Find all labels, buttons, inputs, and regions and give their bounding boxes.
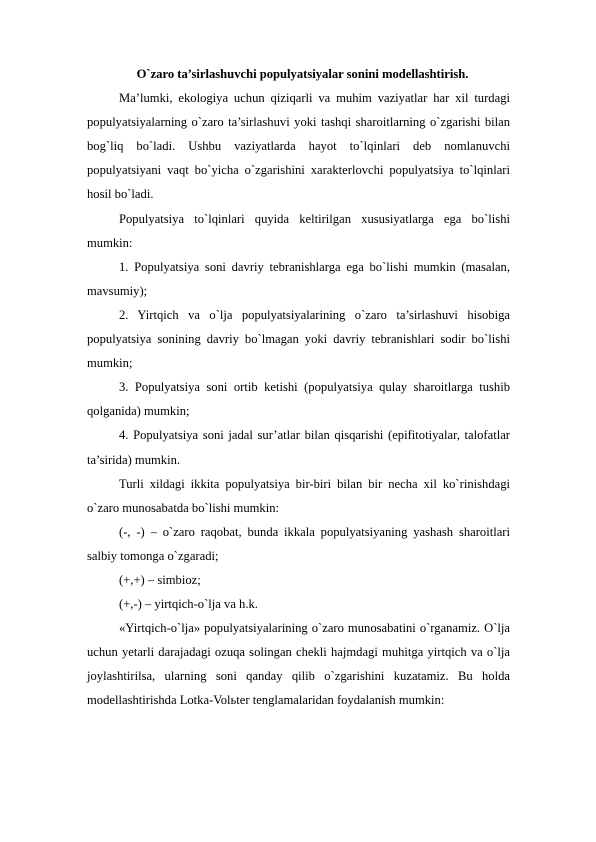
document-page [87,62,510,713]
list-item-1: 1. Populyatsiya soni davriy tebranishlarga ega bo`lishi mumkin (masalan, mavsumiy); [87,259,510,298]
paragraph-predator-prey: «Yirtqich-o`lja» populyatsiyalarining o`zaro munosabatini o`rganamiz. O`lja uchun yetarli darajadagi ozuqa solingan chekli hajmdagi muhitga yirtqich va o`lja joylashtirilsa, ularning soni qanday qilib o`zgarishini kuzatamiz. Bu holda modellashtirishda Lotka-Volьter tenglamalaridan foydalanish mumkin: [87,621,510,708]
list-item-2: 2. Yirtqich va o`lja populyatsiyalarining o`zaro ta’sirlashuvi hisobiga populyatsiya sonining davriy bo`lmagan yoki davriy tebranishlari sodir bo`lishi mumkin; [87,307,510,371]
list-item-4: 4. Populyatsiya soni jadal sur’atlar bilan qisqarishi (epifitotiyalar, talofatlar ta’sirida) mumkin. [87,428,510,467]
list-item-3: 3. Populyatsiya soni ortib ketishi (populyatsiya qulay sharoitlarga tushib qolganida) mumkin; [87,380,510,419]
relation-predator-prey: (+,-) – yirtqich-o`lja va h.k. [119,597,258,612]
relation-symbiosis: (+,+) – simbioz; [119,572,201,587]
paragraph-intro: Ma’lumki, ekologiya uchun qiziqarli va muhim vaziyatlar har xil turdagi populyatsiyalarning o`zaro ta’sirlashuvi yoki tashqi sharoitlarning o`zgarishi bilan bog`liq bo`ladi. Ushbu vaziyatlarda hayot to`lqinlari deb nomlanuvchi populyatsiyani vaqt bo`yicha o`zgarishini xarakterlovchi populyatsiya to`lqinlari hosil bo`ladi. [87,91,510,202]
relation-competition: (-, -) – o`zaro raqobat, bunda ikkala populyatsiyaning yashash sharoitlari salbiy tomonga o`zgaradi; [87,524,510,563]
paragraph-relations-lead: Turli xildagi ikkita populyatsiya bir-biri bilan bir necha xil ko`rinishdagi o`zaro munosabatda bo`lishi mumkin: [87,476,510,515]
document-title: O`zaro ta’sirlashuvchi populyatsiyalar sonini modellashtirish. [136,67,469,81]
paragraph-properties-lead: Populyatsiya to`lqinlari quyida keltirilgan xususiyatlarga ega bo`lishi mumkin: [87,211,510,250]
